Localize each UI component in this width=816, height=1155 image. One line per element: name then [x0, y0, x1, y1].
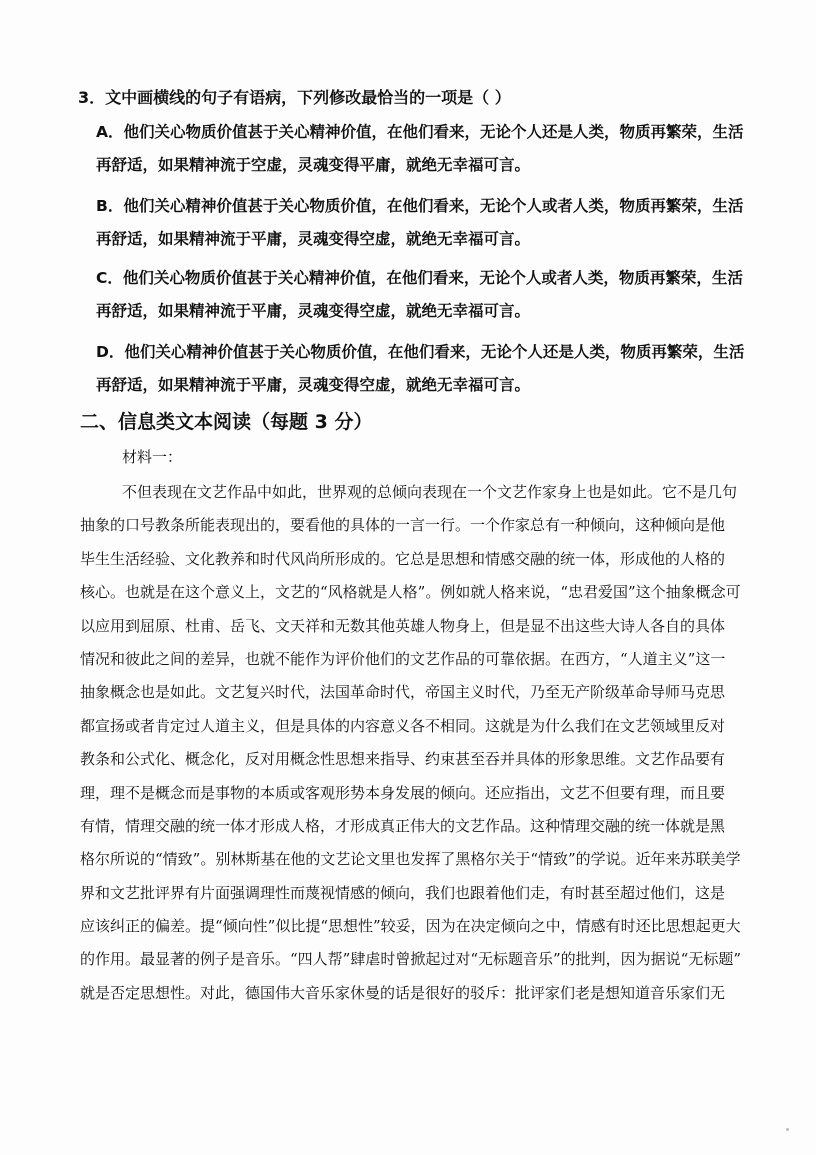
passage-line: 格尔所说的“情致”。别林斯基在他的文艺论文里也发挥了黑格尔关于“情致”的学说。近年来苏联美学 [80, 850, 741, 869]
passage-line: 有情，情理交融的统一体才形成人格，才形成真正伟大的文艺作品。这种情理交融的统一体就是黑 [80, 816, 726, 835]
passage-line: 的作用。最显著的例子是音乐。“四人帮”肆虐时曾掀起过对“无标题音乐”的批判，因为据说“无标题” [80, 950, 742, 969]
option-d [96, 336, 764, 402]
passage-line: 都宣扬或者肯定过人道主义，但是具体的内容意义各不相同。这就是为什么我们在文艺领域里反对 [80, 716, 726, 735]
question-stem: 3．文中画横线的句子有语病，下列修改最恰当的一项是（ ） [78, 88, 511, 107]
passage [80, 476, 770, 1010]
option-b-line-2: 再舒适，如果精神流于平庸，灵魂变得空虚，就绝无幸福可言。 [96, 230, 531, 248]
passage-line: 界和文艺批评界有片面强调理性而蔑视情感的倾向，我们也跟着他们走，有时甚至超过他们，这是 [80, 883, 726, 902]
passage-line: 毕生生活经验、文化教养和时代风尚所形成的。它总是思想和情感交融的统一体，形成他的人格的 [80, 549, 726, 568]
option-d-line-2: 再舒适，如果精神流于平庸，灵魂变得空虚，就绝无幸福可言。 [96, 376, 531, 394]
option-a [96, 116, 764, 182]
scan-speck [786, 1128, 789, 1131]
option-c [96, 262, 764, 328]
passage-line: 以应用到屈原、杜甫、岳飞、文天祥和无数其他英雄人物身上，但是显不出这些大诗人各自的具体 [80, 616, 726, 635]
passage-line: 应该纠正的偏差。提“倾向性”似比提“思想性”较妥，因为在决定倾向之中，情感有时还比思想起更大 [80, 917, 741, 936]
passage-line: 抽象的口号教条所能表现出的，要看他的具体的一言一行。一个作家总有一种倾向，这种倾向是他 [80, 516, 726, 535]
passage-line: 抽象概念也是如此。文艺复兴时代，法国革命时代，帝国主义时代，乃至无产阶级革命导师马克思 [80, 683, 726, 702]
material-label: 材料一： [122, 448, 183, 466]
option-c-line-2: 再舒适，如果精神流于平庸，灵魂变得空虚，就绝无幸福可言。 [96, 302, 531, 320]
passage-line: 理，理不是概念而是事物的本质或客观形势本身发展的倾向。还应指出，文艺不但要有理，而且要 [80, 783, 726, 802]
passage-line: 就是否定思想性。对此，德国伟大音乐家休曼的话是很好的驳斥：批评家们老是想知道音乐家们无 [80, 983, 726, 1002]
option-a-line-2: 再舒适，如果精神流于空虚，灵魂变得平庸，就绝无幸福可言。 [96, 156, 531, 174]
passage-line: 教条和公式化、概念化，反对用概念性思想来指导、约束甚至吞并具体的形象思维。文艺作品要有 [80, 750, 726, 769]
passage-line: 核心。也就是在这个意义上，文艺的“风格就是人格”。例如就人格来说，“忠君爱国”这个抽象概念可 [80, 583, 741, 602]
option-b [96, 190, 764, 256]
option-a-line-1: A．他们关心物质价值甚于关心精神价值，在他们看来，无论个人还是人类，物质再繁荣，生活 [96, 123, 744, 141]
option-d-line-1: D．他们关心精神价值甚于关心物质价值，在他们看来，无论个人还是人类，物质再繁荣，生活 [96, 343, 745, 361]
section-title: 二、信息类文本阅读（每题 3 分） [80, 411, 373, 433]
option-b-line-1: B．他们关心精神价值甚于关心物质价值，在他们看来，无论个人或者人类，物质再繁荣，生活 [96, 197, 744, 215]
passage-line: 情况和彼此之间的差异，也就不能作为评价他们的文艺作品的可靠依据。在西方，“人道主义”这一 [80, 649, 726, 668]
passage-line: 不但表现在文艺作品中如此，世界观的总倾向表现在一个文艺作家身上也是如此。它不是几句 [122, 483, 738, 501]
option-c-line-1: C．他们关心物质价值甚于关心精神价值，在他们看来，无论个人或者人类，物质再繁荣，生活 [96, 269, 743, 287]
